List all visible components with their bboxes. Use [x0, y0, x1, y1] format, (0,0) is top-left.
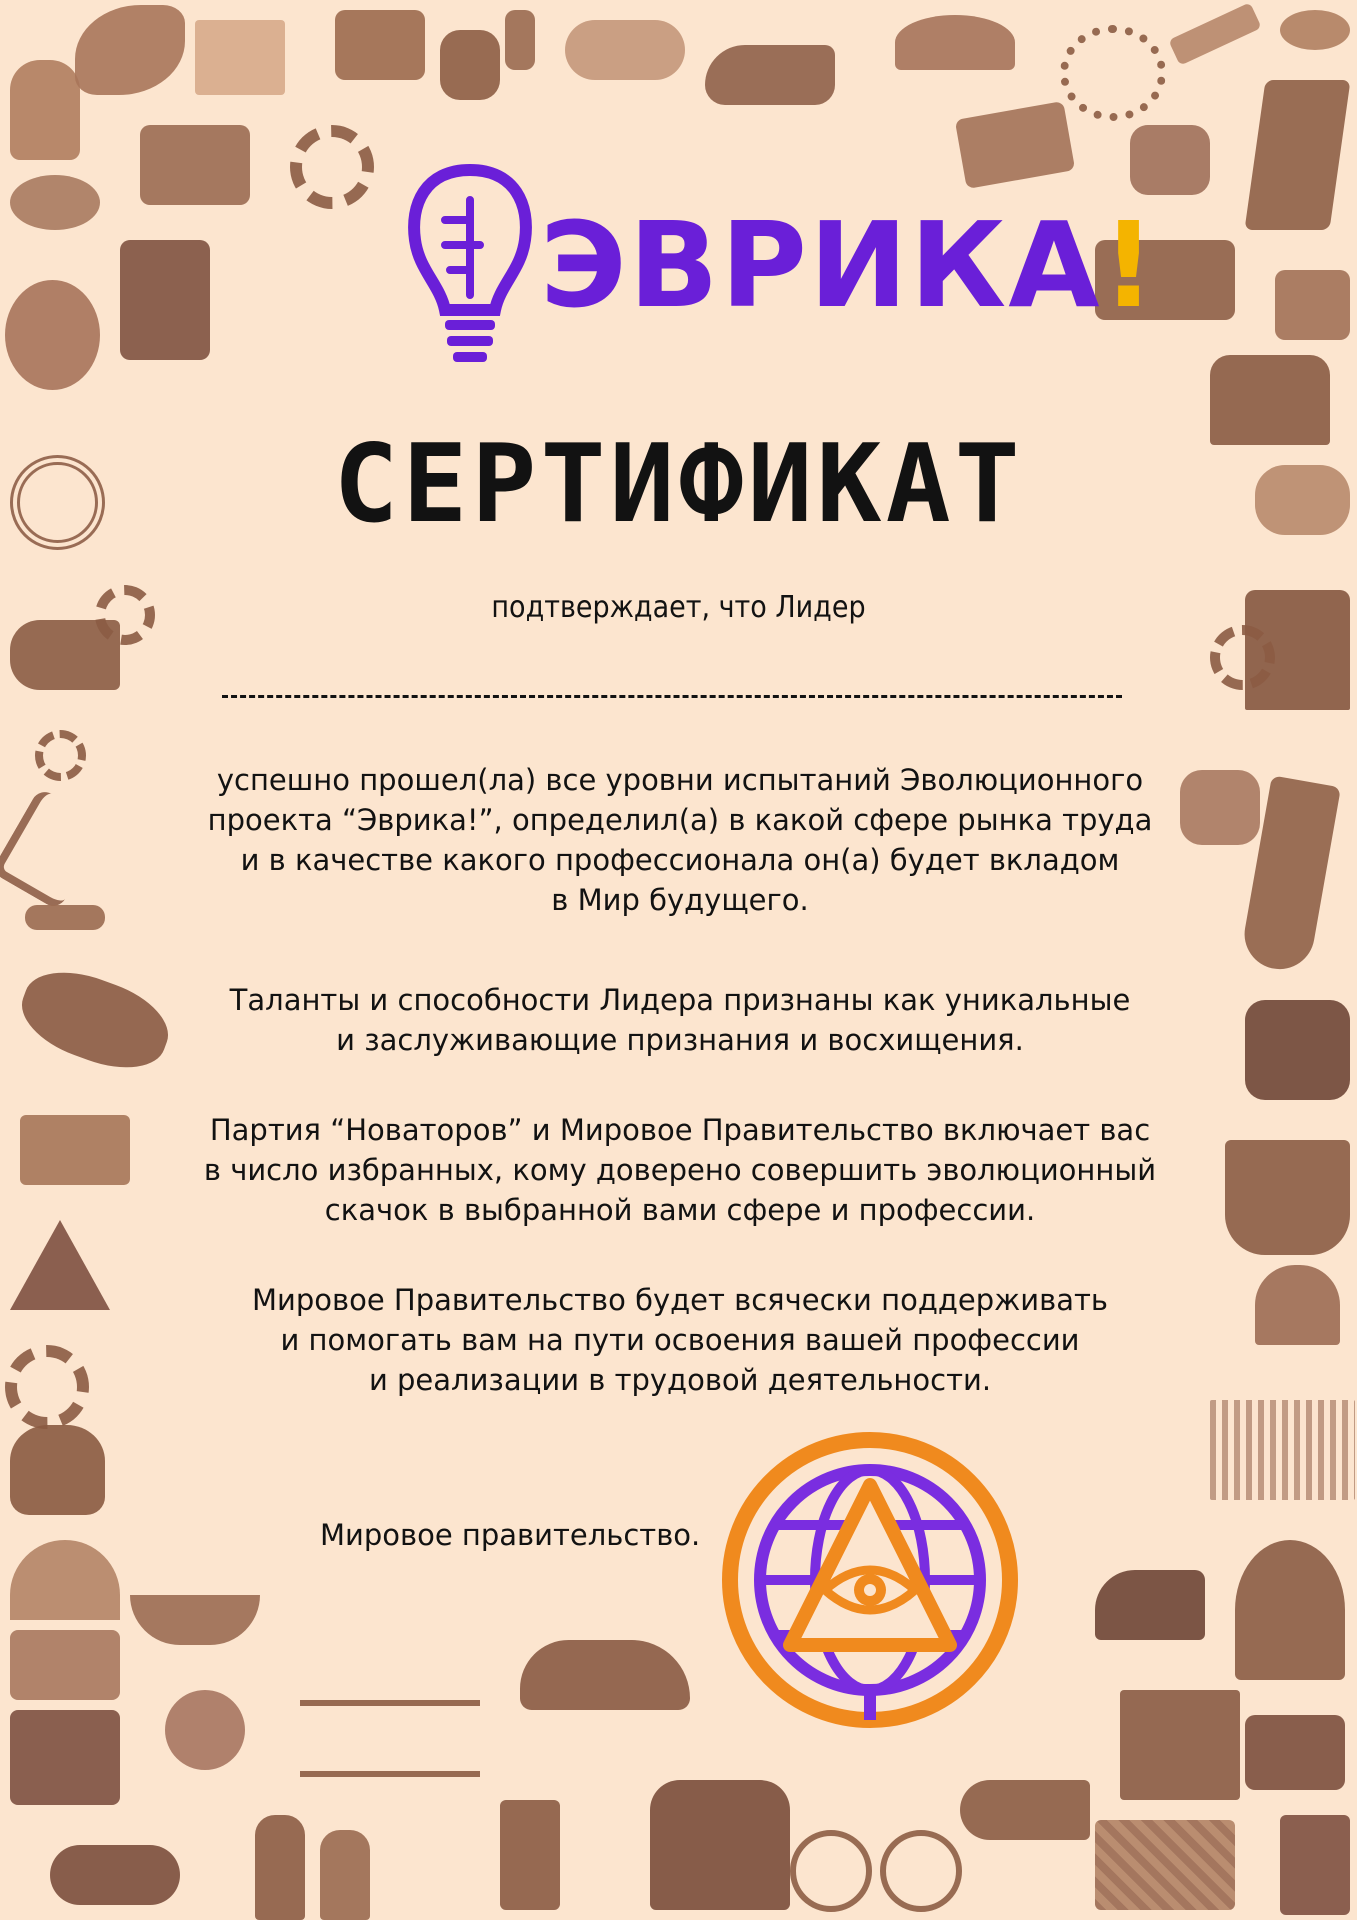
xray-icon	[1280, 1815, 1350, 1915]
bicycle-icon	[880, 1830, 962, 1912]
flying-machine-icon	[75, 5, 185, 95]
paragraph-support	[180, 1280, 1180, 1400]
radiation-sign-icon	[10, 1220, 110, 1310]
colosseum-icon	[895, 15, 1015, 70]
paragraph-line: Партия “Новаторов” и Мировое Правительство включает вас	[209, 1113, 1151, 1147]
briefcase-icon	[1245, 1715, 1345, 1790]
paragraph-achievement	[180, 760, 1180, 920]
satellite-icon	[1095, 1820, 1235, 1910]
coins-icon	[1280, 10, 1350, 50]
bicycle-icon	[790, 1830, 872, 1912]
padlock-icon	[440, 30, 500, 100]
gear-icon	[35, 730, 86, 781]
helicopter-icon	[705, 45, 835, 105]
hammer-icon	[500, 1800, 560, 1910]
boat-icon	[130, 1595, 260, 1645]
crossbow-icon	[10, 620, 120, 690]
samovar-icon	[10, 60, 80, 160]
paragraph-line: успешно прошел(ла) все уровни испытаний Эволюционного	[216, 763, 1144, 797]
paragraph-line: и помогать вам на пути освоения вашей профессии	[280, 1323, 1080, 1357]
comb-icon	[1255, 1265, 1340, 1345]
paragraph-line: проекта “Эврика!”, определил(а) в какой сфере рынка труда	[207, 803, 1153, 837]
gear-icon	[5, 1345, 89, 1429]
globe-eye-seal-icon	[720, 1430, 1020, 1730]
paragraph-line: Мировое Правительство будет всячески поддерживать	[252, 1283, 1108, 1317]
violin-icon	[11, 957, 179, 1083]
binoculars-icon	[1245, 1000, 1350, 1100]
blueprint-icon	[195, 20, 285, 95]
radio-icon	[335, 10, 425, 80]
paragraph-line: в число избранных, кому доверено совершить эволюционный	[203, 1153, 1157, 1187]
paragraph-talents	[180, 980, 1180, 1060]
hieroglyphs-icon	[1210, 1400, 1355, 1500]
signature-text: Мировое правительство.	[320, 1518, 701, 1552]
matches-icon	[20, 1115, 130, 1185]
chess-icon	[650, 1780, 790, 1910]
coins-icon	[10, 175, 100, 230]
clay-tablet-icon	[1275, 270, 1350, 340]
axe-icon	[255, 1815, 305, 1920]
logo-wordmark	[540, 196, 1158, 334]
certificate-subtitle: подтверждает, что Лидер	[491, 590, 866, 625]
compass-icon	[0, 787, 107, 911]
paragraph-line: и реализации в трудовой деятельности.	[368, 1363, 992, 1397]
paragraph-line: и заслуживающие признания и восхищения.	[336, 1023, 1024, 1057]
paragraph-line: скачок в выбранной вами сфере и профессии.	[324, 1193, 1036, 1227]
cannon-icon	[50, 1845, 180, 1905]
paragraph-chosen	[180, 1110, 1180, 1230]
ship-icon	[1225, 1140, 1350, 1255]
vk-icon	[1180, 770, 1260, 845]
certificate-title: СЕРТИФИКАТ	[333, 422, 1024, 547]
car-icon	[520, 1640, 690, 1710]
balloon-icon	[5, 280, 100, 390]
telescope-icon	[1244, 80, 1350, 230]
typewriter-icon	[140, 125, 250, 205]
bridge-icon	[300, 1700, 480, 1777]
paragraph-line: Таланты и способности Лидера признаны как уникальные	[229, 983, 1131, 1017]
key-icon	[505, 10, 535, 70]
hourglass-icon	[120, 240, 210, 360]
recipient-name-line	[222, 695, 1122, 698]
iron-icon	[1095, 1570, 1205, 1640]
campfire-icon	[10, 1425, 105, 1515]
windmill-icon	[1235, 1540, 1345, 1680]
paragraph-line: и в качестве какого профессионала он(а) будет вкладом	[240, 843, 1120, 877]
youtube-icon	[1130, 125, 1210, 195]
key-icon	[25, 905, 105, 930]
lightbulb-brain-icon	[405, 160, 535, 380]
castle-icon	[1120, 1690, 1240, 1800]
piano-icon	[10, 1710, 120, 1805]
pens-icon	[10, 1630, 120, 1700]
scroll-icon	[565, 20, 685, 80]
email-icon	[165, 1690, 245, 1770]
axe-icon	[320, 1830, 370, 1920]
logo-exclamation: !	[1101, 196, 1158, 334]
hand-fan-icon	[10, 1540, 120, 1620]
gear-icon	[290, 125, 374, 209]
crossbow-icon	[960, 1780, 1090, 1840]
logo-brand-text: ЭВРИКА	[540, 196, 1102, 334]
gear-icon	[1210, 625, 1275, 690]
paragraph-line: в Мир будущего.	[551, 883, 809, 917]
syringe-icon	[1168, 2, 1261, 65]
credit-cards-icon	[955, 101, 1075, 189]
beads-icon	[1060, 25, 1166, 121]
eureka-logo	[405, 160, 1158, 380]
